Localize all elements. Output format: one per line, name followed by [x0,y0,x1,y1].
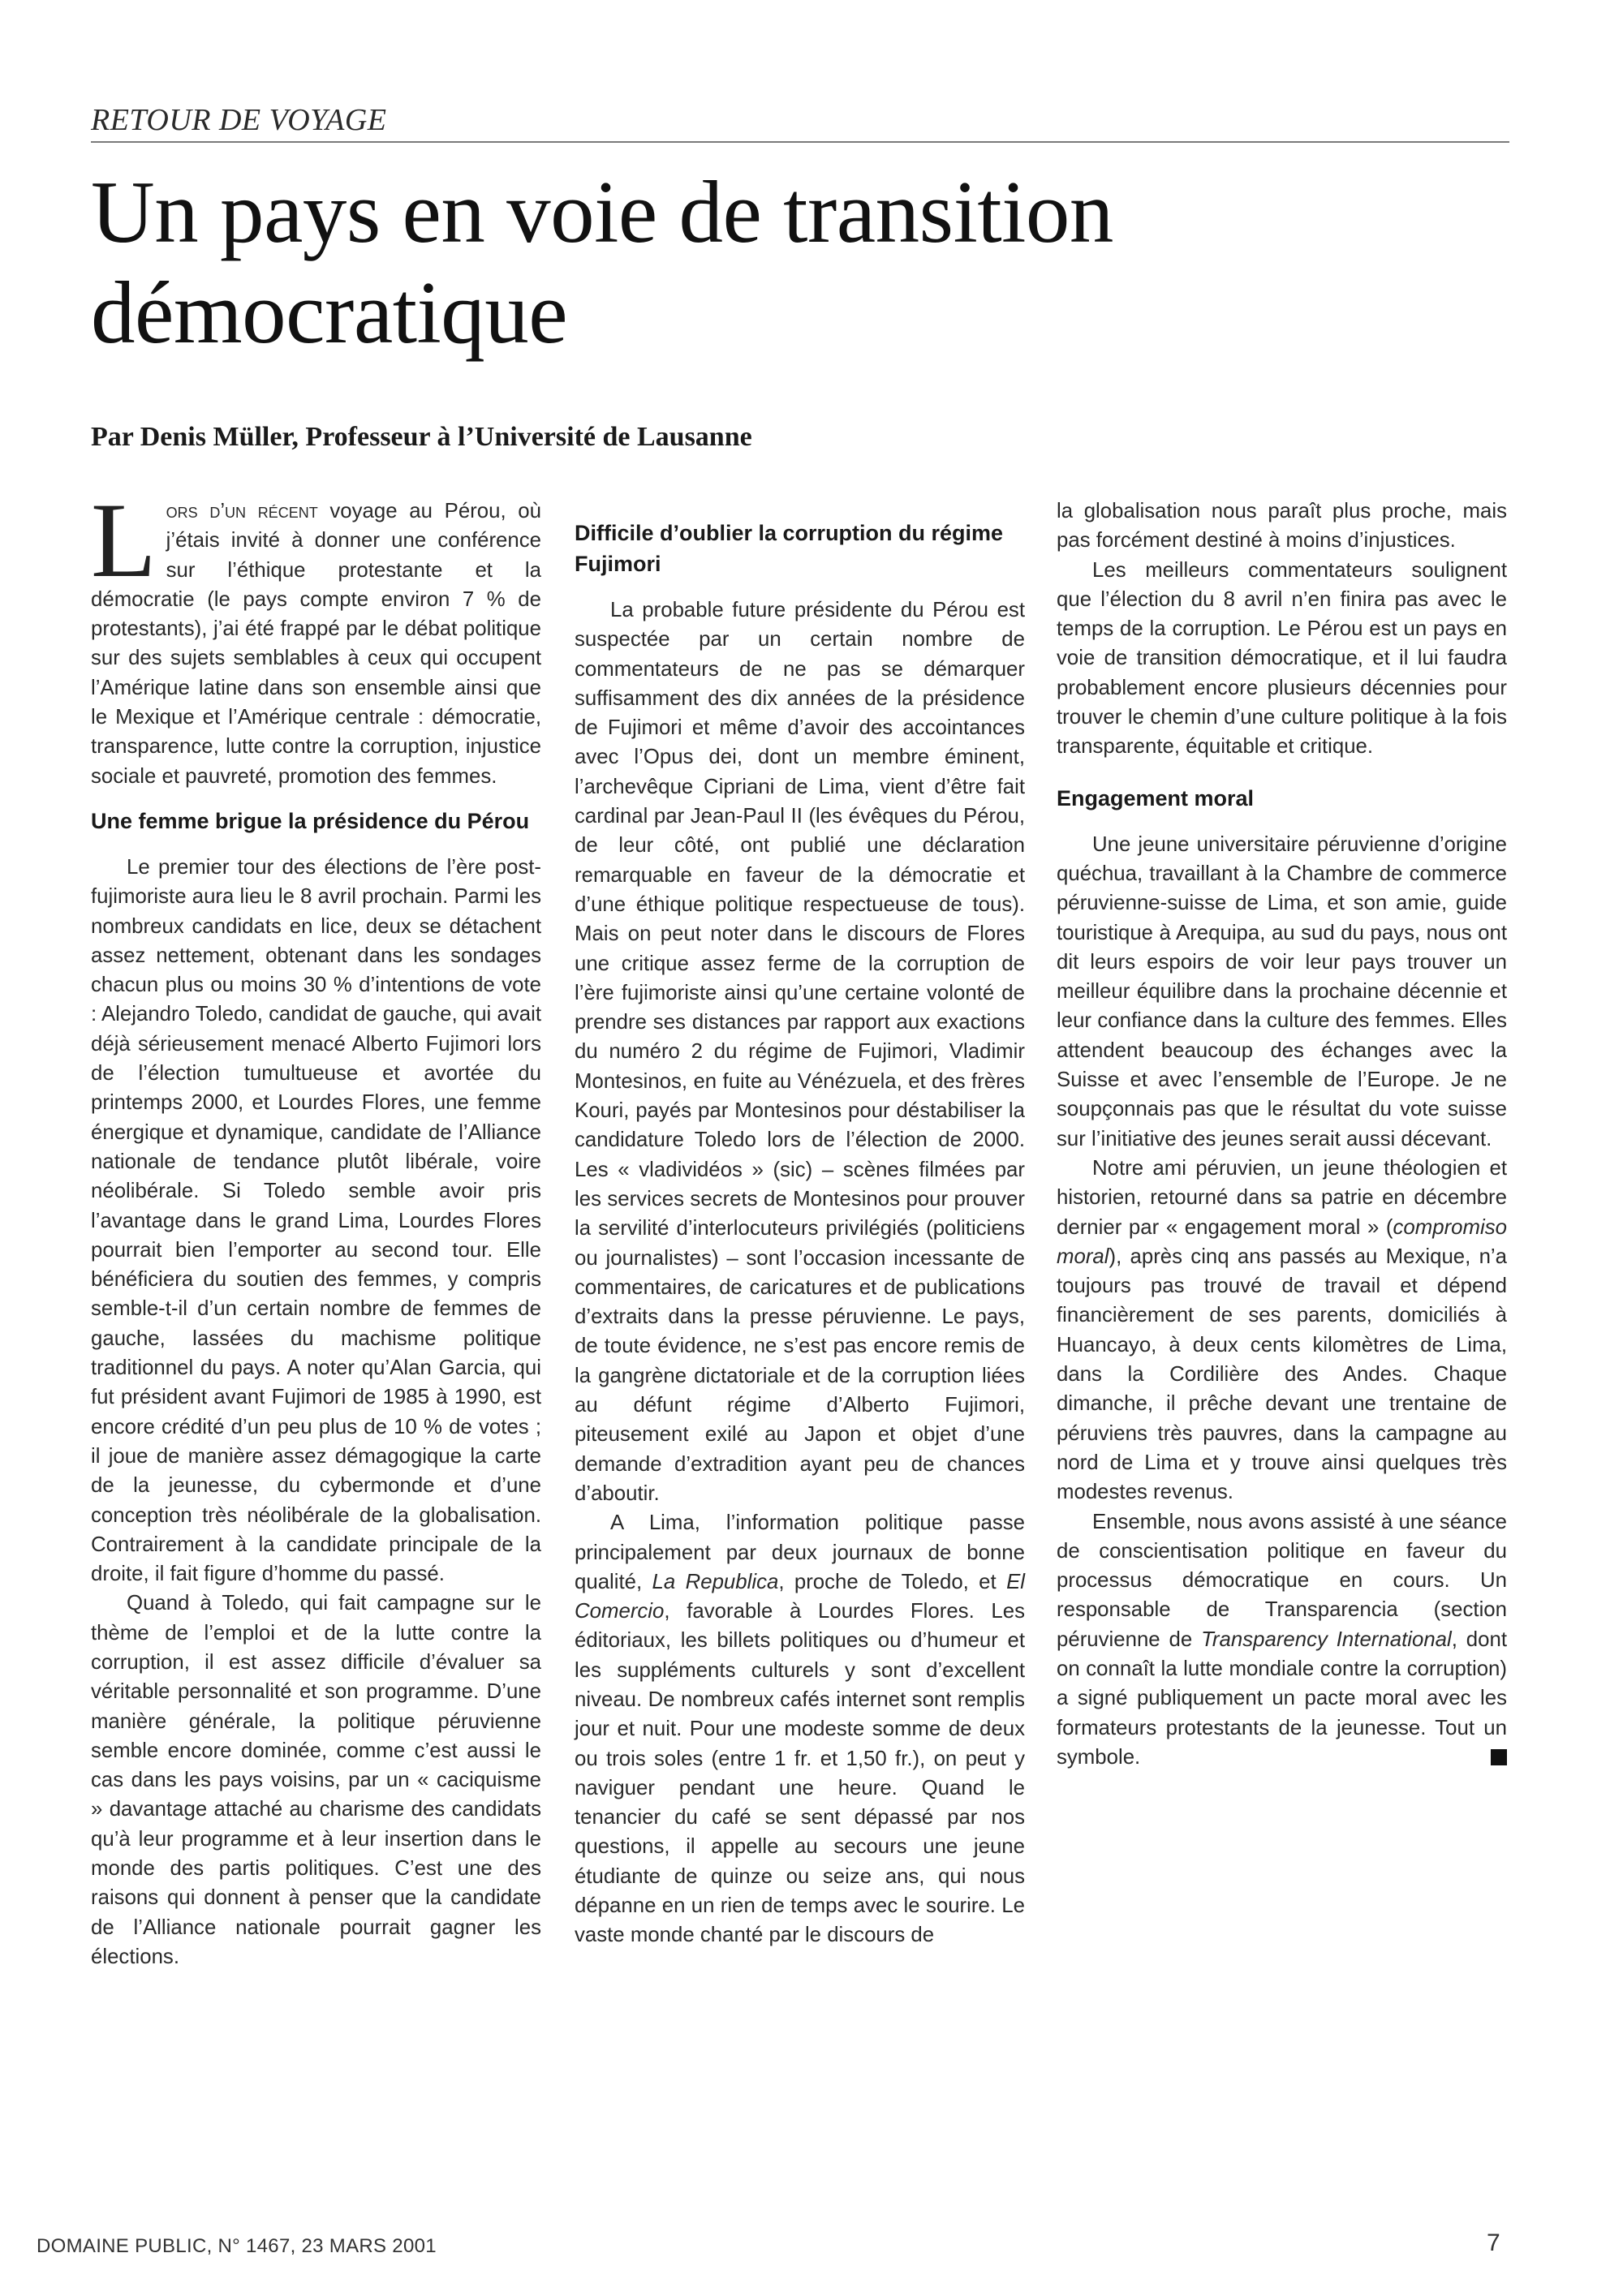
paragraph-text: Une jeune universitaire péruvienne d’origine quéchua, travaillant à la Chambre de commerce péruvienne-suisse de Lima, et son amie, guide touristique à Arequipa, au sud du pays, nous ont dit leurs espoirs de voir leur pays trouver un meilleur équilibre dans la prochaine décennie et leur confiance dans la culture des femmes. Elles attendent beaucoup des échanges avec la Suisse et avec l’ensemble de l’Europe. Je ne soupçonnais pas que le résultat du vote suisse sur l’initiative des jeunes serait aussi décevant. [1057,832,1507,1150]
intro-lead-in: ors d’un récent [166,500,318,522]
paragraph-text: La probable future présidente du Pérou est suspectée par un certain nombre de commentateurs de ne pas se démarquer suffisamment des dix années de la présidence de Fujimori et même d’avoir des accointances avec l’Opus dei, dont un membre éminent, l’archevêque Cipriani de Lima, vient d’être fait cardinal par Jean-Paul II (les évêques du Pérou, de leur côté, ont publié une déclaration remarquable en faveur de la démocratie et d’une éthique politique respectueuse de tous). Mais on peut noter dans le discours de Flores une critique assez ferme de la corruption de l’ère fujimoriste ainsi qu’une certaine volonté de prendre ses distances par rapport aux exactions du numéro 2 du régime de Fujimori, Vladimir Montesinos, en fuite au Vénézuela, et des frères Kouri, payés par Montesinos pour déstabiliser la candidature Toledo lors de l’élection de 2000. Les « vladividéos » (sic) – scènes filmées par les services secrets de Montesinos pour prouver la servilité d’interlocuteurs privilégiés (politiciens ou journalistes) – sont l’occasion incessante de commentaires, de caricatures et de publications d’extraits dans la presse péruvienne. Le pays, de toute évidence, ne s’est pas encore remis de la gangrène dictatoriale et de la corruption liées au défunt régime d’Alberto Fujimori, piteusement exilé au Japon et objet d’une demande d’extradition ayant peu de chances d’aboutir. [575,599,1025,1505]
body-paragraph [91,853,541,1589]
page-number: 7 [1487,2229,1500,2256]
text-column-3 [1057,497,1507,1772]
italic-title-text: Transparency International [1201,1627,1452,1651]
body-paragraph [1057,830,1507,1154]
italic-title-text: La Republica [652,1570,779,1593]
italic-title-text: El Comercio [575,1570,1026,1623]
body-paragraph [1057,556,1507,762]
paragraph-text: ), après cinq ans passés au Mexique, n’a toujours pas trouvé de travail et dépend financièrement de ses parents, domiciliés à Huancayo, à deux cents kilomètres de Lima, dans la Cordilière des Andes. Chaque dimanche, il prêche devant une trentaine de péruviens très pauvres, dans la campagne au nord de Lima et y trouve ainsi quelques très modestes revenus. [1057,1245,1507,1504]
body-paragraph [575,595,1025,1508]
paragraph-text: la globalisation nous paraît plus proche, mais pas forcément destiné à moins d’injustices. [1057,500,1507,553]
text-column-1 [91,480,542,1971]
paragraph-text: Quand à Toledo, qui fait campagne sur le thème de l’emploi et de la lutte contre la corruption, il est assez difficile d’évaluer sa véritable personnalité et son programme. D’une manière générale, la politique péruvienne semble encore dominée, comme c’est aussi le cas dans les pays voisins, par un « caciquisme » davantage attaché au charisme des candidats qu’à leur programme et à leur insertion dans le monde des partis politiques. C’est une des raisons qui donnent à penser que la candidate de l’Alliance nationale pourrait gagner les élections. [91,1592,541,1968]
body-paragraph [1057,1154,1507,1507]
body-paragraph-final [1057,1507,1507,1773]
article-page [91,0,1509,2296]
intro-text: voyage au Pérou, où j’étais invité à donner une conférence sur l’éthique protestante et la démocratie (le pays compte environ 7 % de protestants), j’ai été frappé par le débat politique sur des sujets semblables à ceux qui occupent l’Amérique latine dans son ensemble ainsi que le Mexique et l’Amérique centrale : démocratie, transparence, lutte contre la corruption, injustice sociale et pauvreté, promotion des femmes. [91,500,542,788]
drop-cap: L [91,480,157,600]
subheading-engagement: Engagement moral [1057,785,1255,810]
subheading-candidate: Une femme brigue la présidence du Pérou [91,808,530,833]
article-title: Un pays en voie de transition démocratique [91,163,1113,362]
paragraph-text: Les meilleurs commentateurs soulignent que l’élection du 8 avril n’en finira pas avec le temps de la corruption. Le Pérou est un pays en voie de transition démocratique, et il lui faudra probablement encore plusieurs décennies pour trouver le chemin d’une culture politique à la fois transparente, équitable et critique. [1057,558,1507,759]
end-of-article-mark [1491,1749,1507,1765]
text-column-2 [575,497,1025,1950]
italic-title-text: compromiso moral [1057,1215,1507,1268]
paragraph-text: , proche de Toledo, et [778,1570,1007,1593]
intro-paragraph [91,480,542,791]
paragraph-text: Ensemble, nous avons assisté à une séance de conscientisation politique en faveur du processus démocratique en cours. Un responsable de Transparencia (section péruvienne de [1057,1510,1507,1651]
paragraph-text: A Lima, l’information politique passe principalement par deux journaux de bonne qualité, [575,1511,1025,1593]
paragraph-text: , dont on connaît la lutte mondiale contre la corruption) a signé publiquement un pacte moral avec les formateurs protestants de la jeunesse. Tout un symbole. [1057,1627,1507,1769]
paragraph-text: Notre ami péruvien, un jeune théologien et historien, retourné dans sa patrie en décembre dernier par « engagement moral » ( [1057,1156,1507,1239]
subheading-corruption: Difficile d’oublier la corruption du régime Fujimori [575,521,1004,576]
body-paragraph [91,1589,541,1971]
issue-footer: DOMAINE PUBLIC, N° 1467, 23 MARS 2001 [37,2235,437,2257]
byline: Par Denis Müller, Professeur à l’Université de Lausanne [91,422,752,452]
paragraph-text: Le premier tour des élections de l’ère post-fujimoriste aura lieu le 8 avril prochain. Parmi les nombreux candidats en lice, deux se détachent assez nettement, obtenant dans les sondages chacun plus ou moins 30 % d’intentions de vote : Alejandro Toledo, candidat de gauche, qui avait déjà sérieusement menacé Alberto Fujimori lors de l’élection tumultueuse et avortée du printemps 2000, et Lourdes Flores, une femme énergique et dynamique, candidate de l’Alliance nationale de tendance plutôt libérale, voire néolibérale. Si Toledo semble avoir pris l’avantage dans le grand Lima, Lourdes Flores pourrait bien l’emporter au second tour. Elle bénéficiera du soutien des femmes, y compris semble-t-il d’un certain nombre de femmes de gauche, lassées du machisme politique traditionnel du pays. A noter qu’Alan Garcia, qui fut président avant Fujimori de 1985 à 1990, est encore crédité d’un peu plus de 10 % de votes ; il joue de manière assez démagogique la carte de la jeunesse, du cybermonde et d’une conception très néolibérale de la globalisation. Contrairement à la candidate principale de la droite, il fait figure d’homme du passé. [91,855,541,1586]
body-paragraph-continued [1057,497,1507,556]
paragraph-text: , favorable à Lourdes Flores. Les éditoriaux, les billets politiques ou d’humeur et les suppléments culturels y sont d’excellent niveau. De nombreux cafés internet sont remplis jour et nuit. Pour une modeste somme de deux ou trois soles (entre 1 fr. et 1,50 fr.), on peut y naviguer pendant une heure. Quand le tenancier du café se sent dépassé par nos questions, il appelle au secours une jeune étudiante de quinze ou seize ans, qui nous dépanne en un rien de temps avec le sourire. Le vaste monde chanté par le discours de [575,1600,1025,1947]
section-kicker: RETOUR DE VOYAGE [91,102,1509,143]
body-paragraph [575,1508,1025,1950]
